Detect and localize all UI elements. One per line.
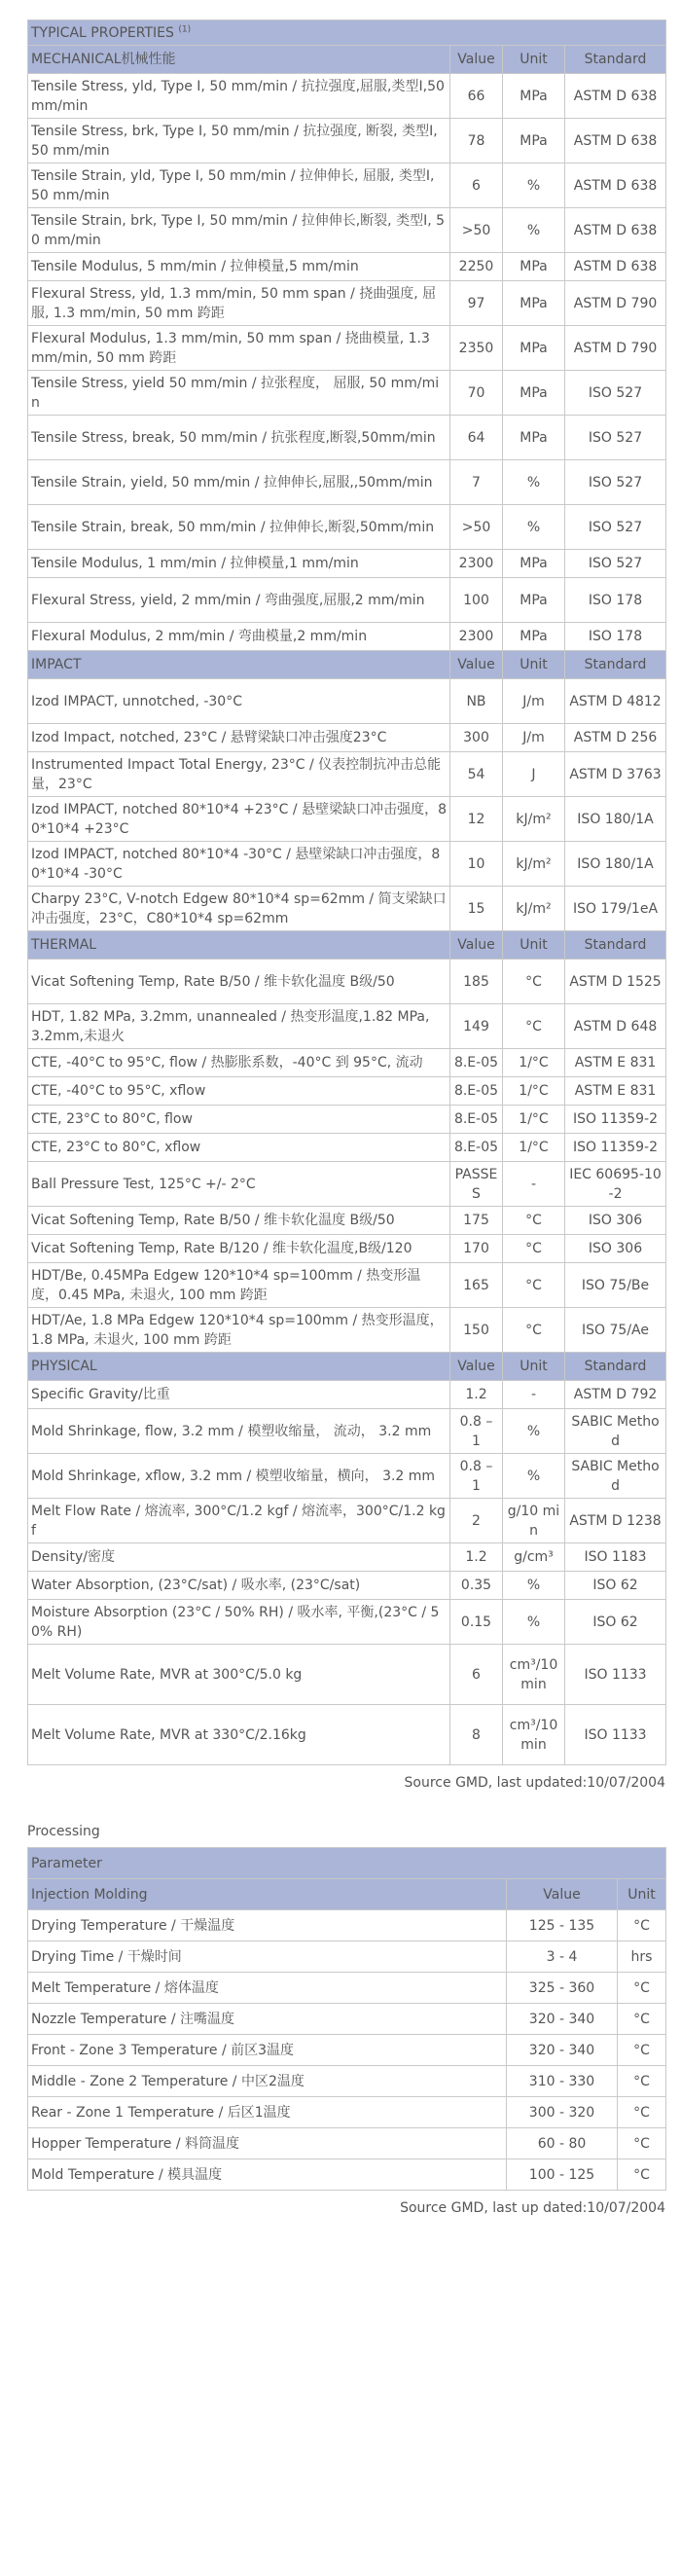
property-name: CTE, -40°C to 95°C, xflow xyxy=(28,1077,450,1106)
property-value: 185 xyxy=(450,960,503,1004)
processing-row xyxy=(28,2066,666,2097)
property-name: Melt Volume Rate, MVR at 300°C/5.0 kg xyxy=(28,1645,450,1705)
property-standard: ASTM D 638 xyxy=(565,74,666,119)
section-title: IMPACT xyxy=(28,651,450,679)
property-row xyxy=(28,74,666,119)
processing-value: 60 - 80 xyxy=(507,2128,618,2159)
property-row xyxy=(28,1645,666,1705)
property-value: 15 xyxy=(450,887,503,931)
property-value: 170 xyxy=(450,1235,503,1263)
property-standard: ISO 306 xyxy=(565,1235,666,1263)
property-row xyxy=(28,887,666,931)
section-title: PHYSICAL xyxy=(28,1353,450,1381)
property-value: 175 xyxy=(450,1207,503,1235)
property-unit: MPa xyxy=(503,326,565,371)
section-header-row xyxy=(28,46,666,74)
property-standard: ISO 1183 xyxy=(565,1543,666,1572)
processing-parameter-name: Drying Temperature / 干燥温度 xyxy=(28,1910,507,1941)
property-value: 97 xyxy=(450,281,503,326)
value-column-header: Value xyxy=(450,1353,503,1381)
unit-column-header: Unit xyxy=(503,651,565,679)
property-name: Tensile Strain, break, 50 mm/min / 拉伸伸长,断裂,50mm/min xyxy=(28,505,450,550)
processing-parameter-name: Rear - Zone 1 Temperature / 后区1温度 xyxy=(28,2097,507,2128)
property-name: Tensile Strain, yield, 50 mm/min / 拉伸伸长,屈服,,50mm/min xyxy=(28,460,450,505)
property-unit: % xyxy=(503,1454,565,1499)
property-unit: MPa xyxy=(503,578,565,623)
property-standard: ISO 527 xyxy=(565,550,666,578)
property-unit: % xyxy=(503,1600,565,1645)
property-unit: 1/°C xyxy=(503,1106,565,1134)
property-unit: % xyxy=(503,163,565,208)
property-name: Instrumented Impact Total Energy, 23°C / 仪表控制抗冲击总能量，23°C xyxy=(28,752,450,797)
property-standard: ASTM E 831 xyxy=(565,1077,666,1106)
unit-column-header: Unit xyxy=(503,1353,565,1381)
property-row xyxy=(28,505,666,550)
property-row xyxy=(28,960,666,1004)
property-unit: MPa xyxy=(503,416,565,460)
property-row xyxy=(28,208,666,253)
property-standard: ASTM D 1238 xyxy=(565,1499,666,1543)
property-value: 0.8 – 1 xyxy=(450,1454,503,1499)
property-row xyxy=(28,1454,666,1499)
processing-unit: °C xyxy=(618,2128,666,2159)
processing-value: 320 - 340 xyxy=(507,2004,618,2035)
processing-unit: °C xyxy=(618,1910,666,1941)
property-unit: MPa xyxy=(503,550,565,578)
property-name: Specific Gravity/比重 xyxy=(28,1381,450,1409)
standard-column-header: Standard xyxy=(565,46,666,74)
property-unit: % xyxy=(503,460,565,505)
property-name: Tensile Stress, yield 50 mm/min / 拉张程度， 屈服, 50 mm/min xyxy=(28,371,450,416)
processing-unit: °C xyxy=(618,2004,666,2035)
property-standard: ASTM D 792 xyxy=(565,1381,666,1409)
property-standard: ISO 11359-2 xyxy=(565,1134,666,1162)
property-row xyxy=(28,623,666,651)
property-unit: cm³/10 min xyxy=(503,1645,565,1705)
property-value: 1.2 xyxy=(450,1543,503,1572)
property-unit: - xyxy=(503,1381,565,1409)
processing-row xyxy=(28,2159,666,2191)
property-unit: J xyxy=(503,752,565,797)
injection-molding-label: Injection Molding xyxy=(28,1879,507,1910)
property-standard: ISO 180/1A xyxy=(565,842,666,887)
typical-properties-title-cell xyxy=(28,20,666,46)
property-standard: ISO 1133 xyxy=(565,1645,666,1705)
property-standard: ASTM D 3763 xyxy=(565,752,666,797)
property-unit: °C xyxy=(503,1308,565,1353)
property-unit: 1/°C xyxy=(503,1077,565,1106)
parameter-label: Parameter xyxy=(28,1848,666,1879)
property-row xyxy=(28,1499,666,1543)
processing-unit: hrs xyxy=(618,1941,666,1973)
property-value: 8.E-05 xyxy=(450,1077,503,1106)
processing-parameter-name: Front - Zone 3 Temperature / 前区3温度 xyxy=(28,2035,507,2066)
property-name: Flexural Modulus, 2 mm/min / 弯曲模量,2 mm/min xyxy=(28,623,450,651)
property-standard: ASTM D 256 xyxy=(565,724,666,752)
property-unit: g/cm³ xyxy=(503,1543,565,1572)
property-row xyxy=(28,253,666,281)
property-name: Izod IMPACT, notched 80*10*4 -30°C / 悬壁梁缺口冲击强度，80*10*4 -30°C xyxy=(28,842,450,887)
property-name: Melt Volume Rate, MVR at 330°C/2.16kg xyxy=(28,1705,450,1765)
section-header-row xyxy=(28,651,666,679)
property-value: 1.2 xyxy=(450,1381,503,1409)
processing-table-body xyxy=(28,1848,666,2191)
property-value: 6 xyxy=(450,1645,503,1705)
property-unit: 1/°C xyxy=(503,1134,565,1162)
property-row xyxy=(28,679,666,724)
processing-parameter-name: Melt Temperature / 熔体温度 xyxy=(28,1973,507,2004)
property-unit: MPa xyxy=(503,253,565,281)
processing-value: 325 - 360 xyxy=(507,1973,618,2004)
property-value: 54 xyxy=(450,752,503,797)
property-name: Density/密度 xyxy=(28,1543,450,1572)
property-standard: ISO 1133 xyxy=(565,1705,666,1765)
property-name: Mold Shrinkage, flow, 3.2 mm / 模塑收缩量， 流动， 3.2 mm xyxy=(28,1409,450,1454)
property-standard: ASTM E 831 xyxy=(565,1049,666,1077)
property-value: 0.8 – 1 xyxy=(450,1409,503,1454)
property-name: Tensile Stress, brk, Type I, 50 mm/min / 抗拉强度, 断裂, 类型I, 50 mm/min xyxy=(28,119,450,163)
property-row xyxy=(28,1004,666,1049)
property-value: 2300 xyxy=(450,623,503,651)
property-standard: ISO 527 xyxy=(565,505,666,550)
property-row xyxy=(28,281,666,326)
property-standard: ASTM D 638 xyxy=(565,253,666,281)
property-name: Tensile Stress, break, 50 mm/min / 抗张程度,断裂,50mm/min xyxy=(28,416,450,460)
processing-value: 100 - 125 xyxy=(507,2159,618,2191)
section-header-row xyxy=(28,1353,666,1381)
property-standard: ASTM D 638 xyxy=(565,208,666,253)
property-standard: ASTM D 4812 xyxy=(565,679,666,724)
property-standard: ISO 527 xyxy=(565,460,666,505)
processing-parameter-name: Drying Time / 干燥时间 xyxy=(28,1941,507,1973)
processing-row xyxy=(28,2035,666,2066)
processing-unit: °C xyxy=(618,2066,666,2097)
property-row xyxy=(28,1162,666,1207)
processing-unit: °C xyxy=(618,1973,666,2004)
property-value: 100 xyxy=(450,578,503,623)
property-value: 2 xyxy=(450,1499,503,1543)
property-unit: % xyxy=(503,505,565,550)
processing-parameter-name: Middle - Zone 2 Temperature / 中区2温度 xyxy=(28,2066,507,2097)
processing-parameter-name: Hopper Temperature / 料筒温度 xyxy=(28,2128,507,2159)
property-name: Tensile Strain, brk, Type I, 50 mm/min / 拉伸伸长,断裂, 类型I, 50 mm/min xyxy=(28,208,450,253)
property-value: 150 xyxy=(450,1308,503,1353)
typical-properties-title: TYPICAL PROPERTIES xyxy=(31,24,174,41)
standard-column-header: Standard xyxy=(565,1353,666,1381)
property-value: 0.35 xyxy=(450,1572,503,1600)
property-standard: SABIC Method xyxy=(565,1409,666,1454)
property-value: 8 xyxy=(450,1705,503,1765)
property-value: 8.E-05 xyxy=(450,1049,503,1077)
property-row xyxy=(28,550,666,578)
property-value: 12 xyxy=(450,797,503,842)
property-row xyxy=(28,752,666,797)
property-row xyxy=(28,1263,666,1308)
processing-value: 125 - 135 xyxy=(507,1910,618,1941)
property-row xyxy=(28,797,666,842)
property-row xyxy=(28,1049,666,1077)
property-row xyxy=(28,1409,666,1454)
property-name: Tensile Strain, yld, Type I, 50 mm/min / 拉伸伸长, 屈服, 类型I, 50 mm/min xyxy=(28,163,450,208)
property-standard: ISO 180/1A xyxy=(565,797,666,842)
property-standard: ASTM D 790 xyxy=(565,281,666,326)
property-name: Vicat Softening Temp, Rate B/50 / 维卡软化温度 B级/50 xyxy=(28,1207,450,1235)
processing-value: 310 - 330 xyxy=(507,2066,618,2097)
processing-unit: °C xyxy=(618,2097,666,2128)
property-unit: % xyxy=(503,208,565,253)
property-unit: J/m xyxy=(503,679,565,724)
value-column-header: Value xyxy=(450,931,503,960)
processing-value-header: Value xyxy=(507,1879,618,1910)
processing-injection-header-row xyxy=(28,1879,666,1910)
property-row xyxy=(28,1381,666,1409)
property-value: 66 xyxy=(450,74,503,119)
property-value: 6 xyxy=(450,163,503,208)
property-name: Flexural Stress, yld, 1.3 mm/min, 50 mm span / 挠曲强度, 屈服, 1.3 mm/min, 50 mm 跨距 xyxy=(28,281,450,326)
value-column-header: Value xyxy=(450,651,503,679)
property-name: Flexural Stress, yield, 2 mm/min / 弯曲强度,屈服,2 mm/min xyxy=(28,578,450,623)
property-row xyxy=(28,1543,666,1572)
property-name: CTE, -40°C to 95°C, flow / 热膨胀系数，-40°C 到 95°C, 流动 xyxy=(28,1049,450,1077)
property-name: HDT, 1.82 MPa, 3.2mm, unannealed / 热变形温度,1.82 MPa, 3.2mm,未退火 xyxy=(28,1004,450,1049)
property-row xyxy=(28,1705,666,1765)
property-unit: MPa xyxy=(503,623,565,651)
property-name: Ball Pressure Test, 125°C +/- 2°C xyxy=(28,1162,450,1207)
typical-properties-header-row xyxy=(28,20,666,46)
property-row xyxy=(28,1077,666,1106)
property-row xyxy=(28,119,666,163)
processing-row xyxy=(28,2097,666,2128)
property-value: 2300 xyxy=(450,550,503,578)
property-unit: kJ/m² xyxy=(503,797,565,842)
property-standard: ISO 179/1eA xyxy=(565,887,666,931)
property-standard: ASTM D 648 xyxy=(565,1004,666,1049)
property-unit: % xyxy=(503,1409,565,1454)
property-standard: ISO 11359-2 xyxy=(565,1106,666,1134)
property-unit: - xyxy=(503,1162,565,1207)
property-unit: % xyxy=(503,1572,565,1600)
property-row xyxy=(28,1134,666,1162)
processing-unit-header: Unit xyxy=(618,1879,666,1910)
property-value: 70 xyxy=(450,371,503,416)
source-note-processing: Source GMD, last up dated:10/07/2004 xyxy=(400,2200,665,2216)
property-row xyxy=(28,1308,666,1353)
property-unit: °C xyxy=(503,1004,565,1049)
property-unit: MPa xyxy=(503,74,565,119)
standard-column-header: Standard xyxy=(565,651,666,679)
property-row xyxy=(28,1207,666,1235)
property-row xyxy=(28,163,666,208)
property-unit: 1/°C xyxy=(503,1049,565,1077)
property-standard: ASTM D 1525 xyxy=(565,960,666,1004)
property-value: 64 xyxy=(450,416,503,460)
property-name: Flexural Modulus, 1.3 mm/min, 50 mm span / 挠曲模量, 1.3 mm/min, 50 mm 跨距 xyxy=(28,326,450,371)
property-standard: ISO 62 xyxy=(565,1600,666,1645)
property-standard: ASTM D 638 xyxy=(565,163,666,208)
property-value: 7 xyxy=(450,460,503,505)
property-standard: IEC 60695-10-2 xyxy=(565,1162,666,1207)
property-value: 2250 xyxy=(450,253,503,281)
property-standard: ISO 178 xyxy=(565,578,666,623)
property-row xyxy=(28,416,666,460)
property-unit: MPa xyxy=(503,281,565,326)
property-value: 165 xyxy=(450,1263,503,1308)
value-column-header: Value xyxy=(450,46,503,74)
property-row xyxy=(28,371,666,416)
property-name: Izod Impact, notched, 23°C / 悬臂梁缺口冲击强度23°C xyxy=(28,724,450,752)
property-unit: °C xyxy=(503,1263,565,1308)
processing-title: Processing xyxy=(27,1824,100,1839)
property-standard: ISO 527 xyxy=(565,371,666,416)
property-unit: MPa xyxy=(503,119,565,163)
property-name: Vicat Softening Temp, Rate B/120 / 维卡软化温度,B级/120 xyxy=(28,1235,450,1263)
property-standard: ISO 527 xyxy=(565,416,666,460)
typical-properties-body xyxy=(28,20,666,1765)
property-unit: °C xyxy=(503,960,565,1004)
property-value: >50 xyxy=(450,505,503,550)
property-name: Mold Shrinkage, xflow, 3.2 mm / 模塑收缩量，横向， 3.2 mm xyxy=(28,1454,450,1499)
property-value: 0.15 xyxy=(450,1600,503,1645)
property-value: 10 xyxy=(450,842,503,887)
source-note-properties: Source GMD, last updated:10/07/2004 xyxy=(404,1775,665,1791)
section-title: MECHANICAL机械性能 xyxy=(28,46,450,74)
typical-properties-table xyxy=(27,19,666,1765)
processing-table xyxy=(27,1847,666,2191)
property-standard: ISO 306 xyxy=(565,1207,666,1235)
processing-value: 300 - 320 xyxy=(507,2097,618,2128)
property-value: 8.E-05 xyxy=(450,1106,503,1134)
property-unit: cm³/10 min xyxy=(503,1705,565,1765)
processing-parameter-row xyxy=(28,1848,666,1879)
property-row xyxy=(28,326,666,371)
property-value: 8.E-05 xyxy=(450,1134,503,1162)
property-value: 149 xyxy=(450,1004,503,1049)
property-row xyxy=(28,460,666,505)
processing-value: 3 - 4 xyxy=(507,1941,618,1973)
property-name: CTE, 23°C to 80°C, xflow xyxy=(28,1134,450,1162)
processing-unit: °C xyxy=(618,2159,666,2191)
property-standard: ISO 178 xyxy=(565,623,666,651)
property-name: Moisture Absorption (23°C / 50% RH) / 吸水率, 平衡,(23°C / 50% RH) xyxy=(28,1600,450,1645)
property-row xyxy=(28,842,666,887)
property-unit: kJ/m² xyxy=(503,842,565,887)
processing-parameter-name: Mold Temperature / 模具温度 xyxy=(28,2159,507,2191)
property-row xyxy=(28,578,666,623)
processing-parameter-name: Nozzle Temperature / 注嘴温度 xyxy=(28,2004,507,2035)
property-unit: °C xyxy=(503,1235,565,1263)
property-value: 2350 xyxy=(450,326,503,371)
property-name: Vicat Softening Temp, Rate B/50 / 维卡软化温度 B级/50 xyxy=(28,960,450,1004)
section-title: THERMAL xyxy=(28,931,450,960)
property-unit: kJ/m² xyxy=(503,887,565,931)
property-standard: ISO 75/Ae xyxy=(565,1308,666,1353)
property-name: Tensile Modulus, 1 mm/min / 拉伸模量,1 mm/min xyxy=(28,550,450,578)
property-name: Tensile Modulus, 5 mm/min / 拉伸模量,5 mm/min xyxy=(28,253,450,281)
typical-properties-footnote-marker: (1) xyxy=(178,23,192,34)
property-unit: g/10 min xyxy=(503,1499,565,1543)
property-unit: J/m xyxy=(503,724,565,752)
property-standard: SABIC Method xyxy=(565,1454,666,1499)
property-value: 300 xyxy=(450,724,503,752)
processing-row xyxy=(28,2004,666,2035)
processing-row xyxy=(28,2128,666,2159)
standard-column-header: Standard xyxy=(565,931,666,960)
property-unit: MPa xyxy=(503,371,565,416)
property-name: Izod IMPACT, notched 80*10*4 +23°C / 悬壁梁缺口冲击强度，80*10*4 +23°C xyxy=(28,797,450,842)
property-standard: ASTM D 638 xyxy=(565,119,666,163)
property-standard: ISO 75/Be xyxy=(565,1263,666,1308)
property-value: PASSES xyxy=(450,1162,503,1207)
property-row xyxy=(28,1572,666,1600)
property-row xyxy=(28,1106,666,1134)
unit-column-header: Unit xyxy=(503,931,565,960)
property-name: Charpy 23°C, V-notch Edgew 80*10*4 sp=62mm / 简支梁缺口冲击强度，23°C，C80*10*4 sp=62mm xyxy=(28,887,450,931)
property-name: CTE, 23°C to 80°C, flow xyxy=(28,1106,450,1134)
property-row xyxy=(28,724,666,752)
processing-unit: °C xyxy=(618,2035,666,2066)
property-name: Izod IMPACT, unnotched, -30°C xyxy=(28,679,450,724)
property-unit: °C xyxy=(503,1207,565,1235)
property-value: >50 xyxy=(450,208,503,253)
processing-row xyxy=(28,1910,666,1941)
processing-row xyxy=(28,1973,666,2004)
property-value: NB xyxy=(450,679,503,724)
property-value: 78 xyxy=(450,119,503,163)
property-standard: ISO 62 xyxy=(565,1572,666,1600)
section-header-row xyxy=(28,931,666,960)
property-name: HDT/Be, 0.45MPa Edgew 120*10*4 sp=100mm / 热变形温度，0.45 MPa, 未退火, 100 mm 跨距 xyxy=(28,1263,450,1308)
property-name: Tensile Stress, yld, Type I, 50 mm/min / 抗拉强度,屈服,类型I,50 mm/min xyxy=(28,74,450,119)
property-name: HDT/Ae, 1.8 MPa Edgew 120*10*4 sp=100mm / 热变形温度，1.8 MPa, 未退火, 100 mm 跨距 xyxy=(28,1308,450,1353)
unit-column-header: Unit xyxy=(503,46,565,74)
property-row xyxy=(28,1600,666,1645)
processing-row xyxy=(28,1941,666,1973)
property-row xyxy=(28,1235,666,1263)
property-name: Water Absorption, (23°C/sat) / 吸水率, (23°C/sat) xyxy=(28,1572,450,1600)
property-name: Melt Flow Rate / 熔流率, 300°C/1.2 kgf / 熔流率，300°C/1.2 kgf xyxy=(28,1499,450,1543)
processing-value: 320 - 340 xyxy=(507,2035,618,2066)
property-standard: ASTM D 790 xyxy=(565,326,666,371)
